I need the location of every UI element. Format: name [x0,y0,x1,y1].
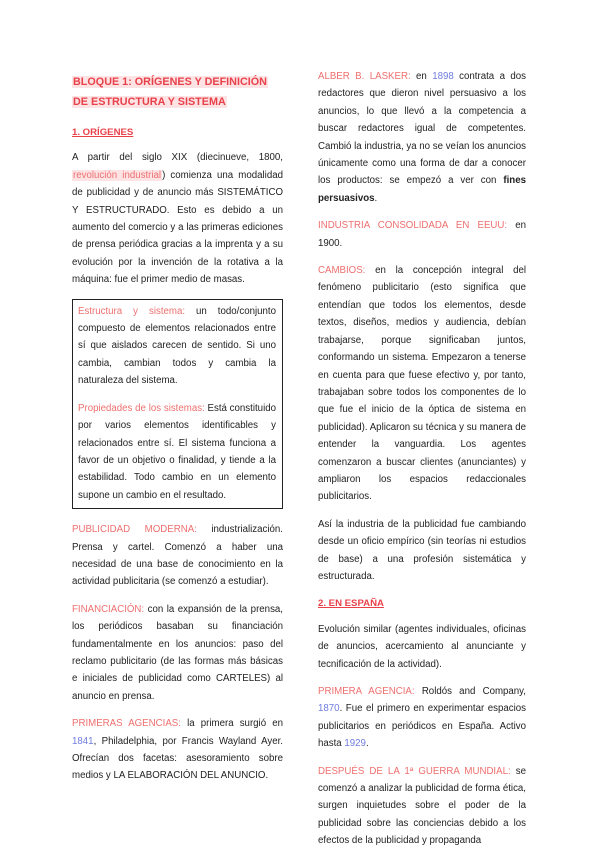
left-column [72,68,283,795]
definition-propiedades-sistemas: Propiedades de los sistemas: Está constituido por varios elementos identificables y relacionados entre sí. El sistema funciona a favor de un objetivo o finalidad, y tiende a la estabilidad. Todo cambio en un elemento supone un cambio en el resultado. [78,402,276,501]
keyword-financiacion: FINANCIACIÓN: [72,603,145,615]
keyword-primeras-agencias: PRIMERAS AGENCIAS: [72,718,181,730]
paragraph-industria-cambiando: Así la industria de la publicidad fue cambiando desde un oficio empírico (sin teorías ni estudios de base) a una profesión sistemática y estructurada. [318,518,526,582]
paragraph-financiacion: FINANCIACIÓN: con la expansión de la prensa, los periódicos basaban su financiación fundamentalmente en los anuncios: paso del reclamo publicitario (de las formas más básicas e iniciales de publicidad como CARTELES) al anuncio en prensa. [72,603,283,702]
year-1929: 1929 [344,738,366,750]
keyword-cambios: CAMBIOS: [318,265,366,277]
keyword-primera-agencia: PRIMERA AGENCIA: [318,686,415,697]
keyword-industria-consolidada: INDUSTRIA CONSOLIDADA EN EEUU: [318,220,508,232]
keyword-estructura-sistema: Estructura y sistema: [78,305,186,317]
year-1841: 1841 [72,735,94,747]
keyword-publicidad-moderna: PUBLICIDAD MODERNA: [72,524,197,536]
title-line-1: BLOQUE 1: ORÍGENES Y DEFINICIÓN [73,76,267,88]
bold-fines-persuasivos: fines persuasivos [318,175,526,204]
definition-box [72,299,283,509]
paragraph-publicidad-moderna: PUBLICIDAD MODERNA: industrialización. Prensa y cartel. Comenzó a haber una necesidad de una base de conocimiento en la actividad publicitaria (se comenzó a estudiar). [72,524,283,588]
section-heading-espana: 2. EN ESPAÑA [318,598,384,610]
paragraph-despues-guerra: DESPUÉS DE LA 1ª GUERRA MUNDIAL: se comenzó a analizar la publicidad de forma ética, surgen inquietudes sobre el poder de la publicidad sobre las conciencias debido a los efectos de la publicidad y propaganda [318,765,526,847]
keyword-lasker: ALBER B. LASKER: [318,71,411,82]
paragraph-primera-agencia: PRIMERA AGENCIA: Roldós and Company, 1870. Fue el primero en experimentar espacios publicitarios en periódicos en España. Activo hasta 1929. [318,686,527,750]
paragraph-lasker: ALBER B. LASKER: en 1898 contrata a dos redactores que dieron nivel persuasivo a los anuncios, lo que llevó a la competencia a buscar redactores igual de competentes. Cambió la industria, ya no se veían los anuncios únicamente como una forma de dar a conocer los productos: se empezó a ver con fines persuasivos. [318,71,526,204]
definition-estructura-sistema: Estructura y sistema: un todo/conjunto compuesto de elementos relacionados entre sí que aislados carecen de sentido. Si uno cambia, cambian todos y cambia la naturaleza del sistema. [78,305,276,387]
keyword-propiedades-sistemas: Propiedades de los sistemas: [78,402,205,414]
page-title [72,72,283,112]
keyword-revolucion-industrial: revolución industrial [73,169,162,181]
paragraph-primeras-agencias: PRIMERAS AGENCIAS: la primera surgió en 1841, Philadelphia, por Francis Wayland Ayer. Ofrecían dos facetas: asesoramiento sobre medios y LA ELABORACIÓN DEL ANUNCIO. [72,718,283,782]
paragraph-evolucion-similar: Evolución similar (agentes individuales, oficinas de anuncios, acercamiento al anunciante y tecnificación de la actividad). [318,623,526,670]
year-1898: 1898 [432,71,454,82]
title-line-2: DE ESTRUCTURA Y SISTEMA [73,96,226,108]
year-1870: 1870 [318,703,340,715]
paragraph-cambios: CAMBIOS: en la concepción integral del fenómeno publicitario (esto significa que entendían que todos los elementos, desde textos, diseños, medios y audiencia, debían trabajarse, porque significaban juntos, conformando un sistema. Empezaron a tenerse en cuenta para que fuese efectivo y, por tanto, trabajaban sobre todos los componentes de lo que fue el inicio de la óptica de sistema en publicidad). Aplicaron su técnica y su manera de entender la vanguardia. Los agentes comenzaron a buscar clientes (anunciantes) y ampliaron los espacios redaccionales publicitarios. [318,265,526,503]
paragraph-origenes: A partir del siglo XIX (diecinueve, 1800, revolución industrial) comienza una modalidad de publicidad y de anuncio más SISTEMÁTICO Y ESTRUCTURADO. Esto es debido a un aumento del comercio y a las primeras ediciones de prensa periódica gracias a la imprenta y a su evolución por la invención de la rotativa a la máquina: fue el primer medio de masas. [72,152,283,286]
section-heading-origenes: 1. ORÍGENES [72,127,134,138]
keyword-despues-guerra: DESPUÉS DE LA 1ª GUERRA MUNDIAL: [318,765,511,777]
right-column [318,68,526,860]
paragraph-industria-consolidada: INDUSTRIA CONSOLIDADA EN EEUU: en 1900. [318,220,527,249]
